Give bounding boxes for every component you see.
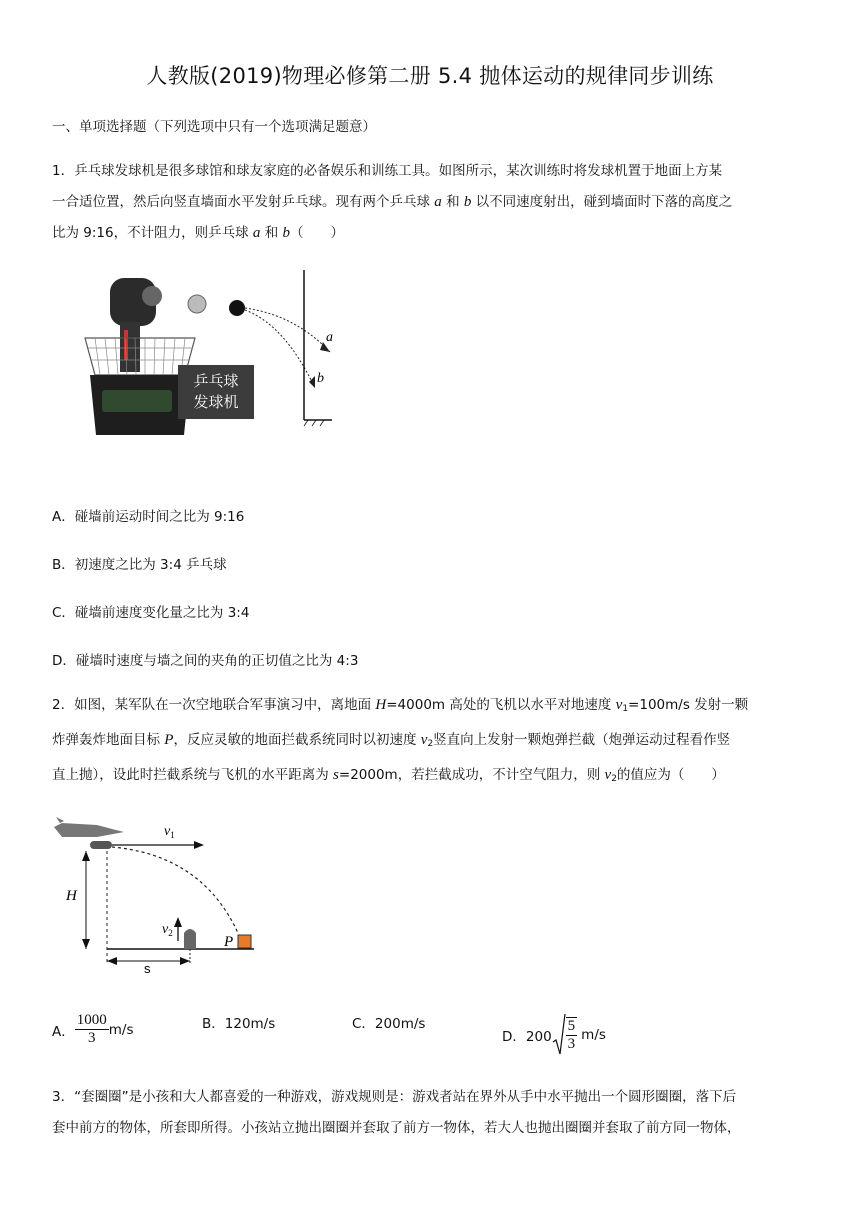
label-a: a	[326, 330, 333, 345]
v1-subscript: 1	[170, 830, 175, 840]
question-2-text	[52, 690, 812, 795]
var-a: a	[252, 225, 261, 241]
section-heading: 一、单项选择题（下列选项中只有一个选项满足题意）	[52, 119, 376, 135]
question-3-text	[52, 1082, 812, 1144]
v2-label	[162, 922, 173, 938]
q1-text-span: 一合适位置，然后向竖直墙面水平发射乒乓球。现有两个乒乓球	[52, 194, 435, 210]
s-label: s	[144, 961, 151, 975]
q2-text-span: =2000m，若拦截成功，不计空气阻力，则	[338, 767, 605, 783]
machine-nozzle	[142, 286, 162, 306]
q3-line-2: 套中前方的物体，所套即所得。小孩站立抛出圈圈并套取了前方一物体，若大人也抛出圈圈并套取了前方同一物体，	[52, 1120, 741, 1136]
H-label: H	[66, 888, 77, 904]
option-unit: m/s	[581, 1027, 606, 1043]
q2-text-span: 炸弹轰炸地面目标	[52, 732, 165, 748]
q1-option-b[interactable]: B．初速度之比为 3:4 乒乓球	[52, 557, 227, 573]
q1-line-3	[52, 218, 812, 249]
q2-text-span: 2．如图，某军队在一次空地联合军事演习中，离地面	[52, 697, 376, 713]
q1-text-span: （ ）	[290, 225, 344, 241]
q2-option-b[interactable]	[202, 1012, 275, 1032]
q1-line-2	[52, 187, 812, 218]
sqrt-sign	[552, 1012, 566, 1058]
q2-option-c[interactable]	[352, 1012, 425, 1032]
H-arrow-bottom	[82, 939, 90, 949]
page-title: 人教版(2019)物理必修第二册 5.4 抛体运动的规律同步训练	[146, 64, 714, 88]
fraction-denominator: 3	[567, 1036, 576, 1052]
var-P: P	[164, 732, 174, 748]
caption-line-1: 乒乓球	[193, 372, 239, 390]
var-v1: v	[615, 697, 623, 713]
q2-option-d[interactable]	[502, 1012, 606, 1058]
q3-line-1: 3．“套圈圈”是小孩和大人都喜爱的一种游戏，游戏规则是：游戏者站在界外从手中水平抛出一个圆形圈圈，落下后	[52, 1089, 737, 1105]
q1-option-a[interactable]: A．碰墙前运动时间之比为 9:16	[52, 509, 245, 525]
v2-letter: v	[162, 922, 169, 937]
option-text: C．200m/s	[352, 1016, 426, 1032]
v2-arrowhead	[174, 917, 182, 927]
v2-subscript: 2	[168, 928, 173, 938]
machine-logo-plate	[102, 390, 172, 412]
var-s: s	[333, 767, 339, 783]
fraction	[75, 1012, 109, 1047]
fraction-numerator: 1000	[76, 1012, 107, 1028]
q2-text-span: =4000m 高处的飞机以水平对地速度	[386, 697, 616, 713]
ball-1	[188, 295, 206, 313]
caption-line-2: 发球机	[193, 393, 239, 411]
plane-icon	[54, 823, 124, 837]
question-1-text	[52, 156, 812, 249]
s-arrow-right	[180, 957, 190, 965]
q2-text-span: ，反应灵敏的地面拦截系统同时以初速度	[173, 732, 421, 748]
H-arrow-top	[82, 851, 90, 861]
sqrt-stroke	[553, 1014, 565, 1054]
plane-tail	[56, 817, 64, 823]
target-P	[238, 935, 251, 948]
bomb-trajectory	[112, 847, 238, 933]
q2-text-span: 竖直向上发射一颗炮弹拦截（炮弹运动过程看作竖	[433, 732, 731, 748]
v1-label	[164, 824, 175, 840]
var-b: b	[463, 194, 472, 210]
q1-text-span: 以不同速度射出，碰到墙面时下落的高度之	[471, 194, 733, 210]
fraction-denominator: 3	[88, 1030, 96, 1046]
subscript-2: 2	[427, 739, 434, 749]
q2-text-span: 的值应为（ ）	[616, 767, 725, 783]
q2-text-span: =100m/s 发射一颗	[628, 697, 749, 713]
bomb	[90, 841, 112, 849]
v1-arrowhead	[194, 841, 204, 849]
subscript-1: 1	[622, 704, 629, 714]
q1-option-d[interactable]: D．碰墙时速度与墙之间的夹角的正切值之比为 4:3	[52, 653, 359, 669]
option-prefix: D．200	[502, 1029, 552, 1045]
label-b: b	[317, 371, 324, 386]
P-label: P	[224, 934, 234, 950]
option-text: B．120m/s	[202, 1016, 276, 1032]
subscript-2: 2	[611, 774, 617, 784]
ground-hatch	[304, 420, 324, 426]
ball-2	[229, 300, 245, 316]
trajectory-a	[245, 308, 330, 352]
q1-text-span: 和	[260, 225, 283, 241]
machine-neck	[120, 322, 140, 372]
option-unit: m/s	[108, 1021, 134, 1038]
q1-text-span: 和	[441, 194, 464, 210]
sqrt-fraction	[566, 1017, 578, 1053]
var-v2: v	[420, 732, 428, 748]
q2-option-a[interactable]	[52, 1012, 133, 1047]
q1-text-span: 比为 9:16，不计阻力，则乒乓球	[52, 225, 253, 241]
q2-line-3	[52, 760, 812, 795]
fraction-numerator: 5	[567, 1018, 576, 1034]
q1-option-c[interactable]: C．碰墙前速度变化量之比为 3:4	[52, 605, 250, 621]
s-arrow-left	[107, 957, 117, 965]
plane-intercept-figure	[52, 815, 267, 975]
v1-letter: v	[164, 824, 171, 839]
option-prefix: A．	[52, 1023, 75, 1040]
q2-text-span: 直上抛），设此时拦截系统与飞机的水平距离为	[52, 767, 334, 783]
var-a: a	[434, 194, 442, 210]
q2-line-1	[52, 690, 812, 725]
interceptor-cannon	[184, 929, 196, 949]
q2-line-2	[52, 725, 812, 760]
var-H: H	[375, 697, 387, 713]
q1-line-1: 1．乒乓球发球机是很多球馆和球友家庭的必备娱乐和训练工具。如图所示，某次训练时将发球机置于地面上方某	[52, 163, 723, 179]
var-b: b	[282, 225, 290, 241]
machine-caption-box	[178, 365, 254, 419]
var-v2: v	[604, 767, 612, 783]
